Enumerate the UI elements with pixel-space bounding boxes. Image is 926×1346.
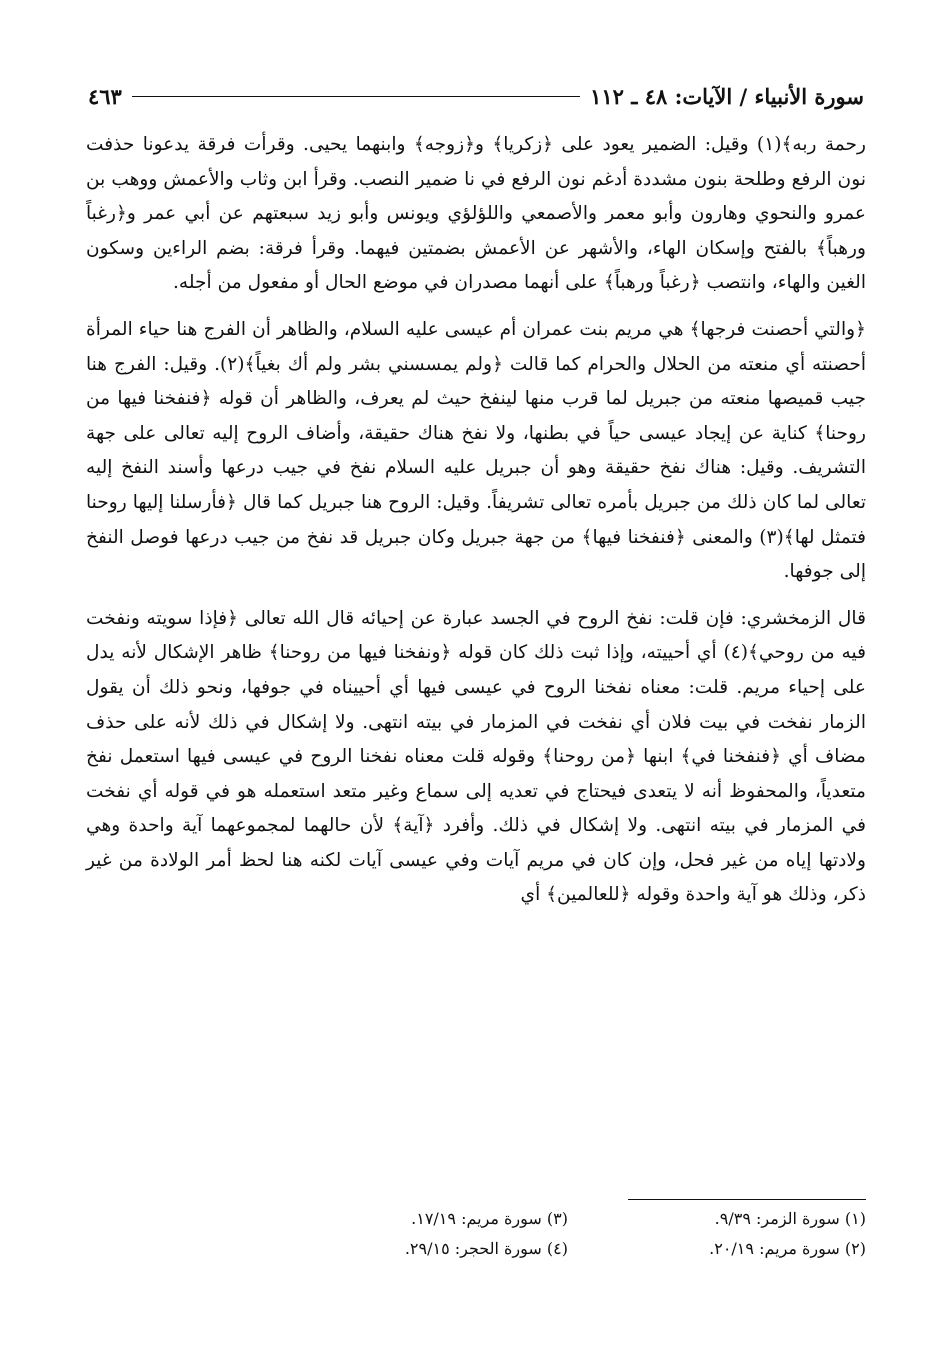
footnote-3: (٣) سورة مريم: ١٧/١٩. <box>411 1209 568 1228</box>
paragraph-1: رحمة ربه﴾(١) وقيل: الضمير يعود على ﴿زكريا﴾ و﴿زوجه﴾ وابنهما يحيى. وقرأت فرقة يدعونا حذفت نون الرفع وطلحة بنون مشددة أدغم نون الرفع في نا ضمير النصب. وقرأ ابن وثاب والأعمش ووهب بن عمرو والنحوي وهارون وأبو معمر والأصمعي واللؤلؤي ويونس وأبو زيد سبعتهم عن أبي عمر و﴿رغباً ورهباً﴾ بالفتح وإسكان الهاء، والأشهر عن الأعمش بضمتين فيهما. وقرأ فرقة: بضم الراءين وسكون الغين والهاء، وانتصب ﴿رغباً ورهباً﴾ على أنهما مصدران في موضع الحال أو مفعول من أجله. <box>86 134 867 294</box>
footnote-2: (٢) سورة مريم: ٢٠/١٩. <box>709 1239 866 1258</box>
footnote-4: (٤) سورة الحجر: ٢٩/١٥. <box>404 1239 568 1258</box>
footnotes <box>270 1206 866 1262</box>
body-text <box>86 128 866 925</box>
sura-title: سورة الأنبياء / الآيات: ٤٨ ـ ١١٢ <box>590 83 864 109</box>
header-rule <box>132 96 580 97</box>
footnote-1: (١) سورة الزمر: ٩/٣٩. <box>714 1209 866 1228</box>
footnote-divider <box>628 1199 866 1200</box>
page-header <box>88 78 864 114</box>
page-number: ٤٦٣ <box>88 83 122 109</box>
paragraph-2: ﴿والتي أحصنت فرجها﴾ هي مريم بنت عمران أم عيسى عليه السلام، والظاهر أن الفرج هنا حياء المرأة أحصنته أي منعته من الحلال والحرام كما قالت ﴿ولم يمسسني بشر ولم أك بغياً﴾(٢). وقيل: الفرج هنا جيب قميصها منعته من جبريل لما قرب منها لينفخ حيث لم يعرف، والظاهر أن قوله ﴿فنفخنا فيها من روحنا﴾ كناية عن إيجاد عيسى حياً في بطنها، ولا نفخ هناك حقيقة، وأضاف الروح إليه تعالى على جهة التشريف. وقيل: هناك نفخ حقيقة وهو أن جبريل عليه السلام نفخ في جيب درعها وأسند النفخ إليه تعالى لما كان ذلك من جبريل بأمره تعالى تشريفاً. وقيل: الروح هنا جبريل كما قال ﴿فأرسلنا إليها روحنا فتمثل لها﴾(٣) والمعنى ﴿فنفخنا فيها﴾ من جهة جبريل وكان جبريل قد نفخ من جيب درعها فوصل النفخ إلى جوفها. <box>86 318 866 583</box>
paragraph-3: قال الزمخشري: فإن قلت: نفخ الروح في الجسد عبارة عن إحيائه قال الله تعالى ﴿فإذا سويته ونفخت فيه من روحي﴾(٤) أي أحييته، وإذا ثبت ذلك كان قوله ﴿ونفخنا فيها من روحنا﴾ ظاهر الإشكال لأنه يدل على إحياء مريم. قلت: معناه نفخنا الروح في عيسى فيها أي أحييناه في جوفها، ونحو ذلك أن يقول الزمار نفخت في بيت فلان أي نفخت في المزمار في بيته انتهى. ولا إشكال في ذلك لأنه على حذف مضاف أي ﴿فنفخنا في﴾ ابنها ﴿من روحنا﴾ وقوله قلت معناه نفخنا الروح في عيسى فيها استعمل نفخ متعدياً، والمحفوظ أنه لا يتعدى فيحتاج في تعديه إلى سماع وغير متعد استعمله هو في قوله أي نفخت في المزمار في بيته انتهى. ولا إشكال في ذلك. وأفرد ﴿آية﴾ لأن حالهما لمجموعهما آية واحدة وهي ولادتها إياه من غير فحل، وإن كان في مريم آيات وفي عيسى آيات لكنه هنا لحظ أمر الولادة من غير ذكر، وذلك هو آية واحدة وقوله ﴿للعالمين﴾ أي <box>86 607 866 906</box>
